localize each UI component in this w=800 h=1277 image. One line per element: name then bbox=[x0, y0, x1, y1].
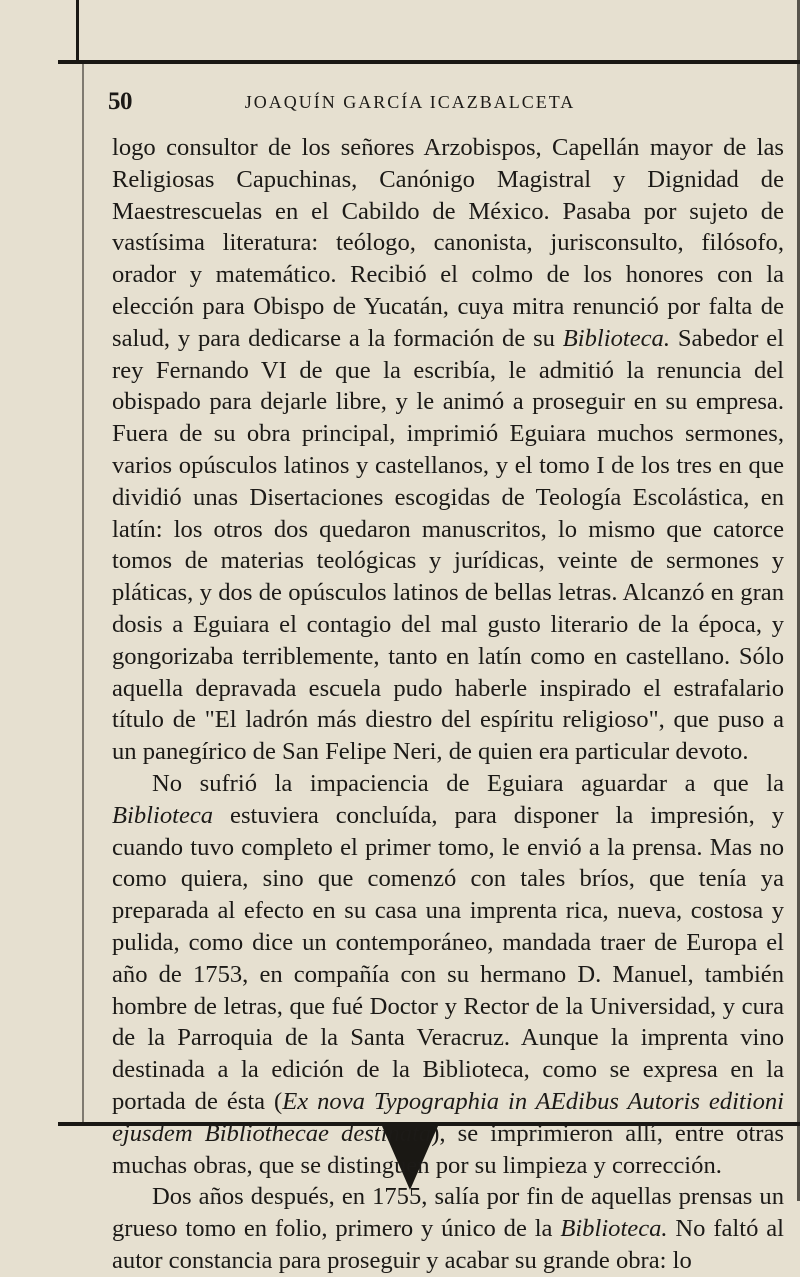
paragraph-1 bbox=[112, 132, 784, 768]
paragraph-2 bbox=[112, 768, 784, 1181]
italic-title: Biblioteca. bbox=[562, 324, 670, 352]
body-text bbox=[112, 132, 784, 1277]
page-number: 50 bbox=[108, 88, 132, 115]
italic-latin-imprint: Ex nova Typographia in AEdibus Autoris editioni ejusdem Bibliothecae destinata bbox=[112, 1087, 784, 1147]
paragraph-3 bbox=[112, 1181, 784, 1276]
paragraph-text: No faltó al autor constancia para proseguir y acabar su grande obra: lo bbox=[112, 1215, 784, 1274]
page-frame-left-rule bbox=[82, 64, 84, 1124]
running-head: JOAQUÍN GARCÍA ICAZBALCETA bbox=[244, 92, 576, 112]
page-header bbox=[108, 88, 790, 122]
paragraph-text: Sabedor el rey Fernando VI de que la escribía, le admitió la renuncia del obispado para dejarle libre, y le animó a proseguir en su empresa. Fuera de su obra principal, imprimió Eguiara muchos sermones, varios opúsculos latinos y castellanos, y el tomo I de los tres en que dividió unas Disertaciones escogidas de Teología Escolástica, en latín: los otros dos quedaron manuscritos, lo mismo que catorce tomos de materias teológicas y jurídicas, veinte de sermones y pláticas, y dos de opúsculos latinos de bellas letras. Alcanzó en gran dosis a Eguiara el contagio del mal gusto literario de la época, y gongorizaba terriblemente, tanto en latín como en castellano. Sólo aquella depravada escuela pudo haberle inspirado el estrafalario título de "El ladrón más diestro del espíritu religioso", que puso a un panegírico de San Felipe Neri, de quien era particular devoto. bbox=[112, 324, 784, 766]
italic-title: Biblioteca. bbox=[560, 1215, 668, 1243]
italic-title: Biblioteca bbox=[112, 801, 214, 829]
page-frame-left-upper-rule bbox=[76, 0, 79, 62]
paragraph-text: logo consultor de los señores Arzobispos, Capellán mayor de las Religiosas Capuchinas, Canónigo Magistral y Dignidad de Maestrescuelas en el Cabildo de México. Pasaba por sujeto de vastísima literatura: teólogo, canonista, jurisconsulto, filósofo, orador y matemático. Recibió el colmo de los honores con la elección para Obispo de Yucatán, cuya mitra renunció por falta de salud, y para dedicarse a la formación de su bbox=[112, 134, 784, 352]
paragraph-text: estuviera concluída, para disponer la impresión, y cuando tuvo completo el primer tomo, le envió a la prensa. Mas no como quiera, sino que comenzó con tales bríos, que tenía ya preparada al efecto en su casa una imprenta rica, nueva, costosa y pulida, como dice un contemporáneo, mandada traer de Europa el año de 1753, en compañía con su hermano D. Manuel, también hombre de letras, que fué Doctor y Rector de la Universidad, y cura de la Parroquia de la Santa Veracruz. Aunque la imprenta vino destinada a la edición de la Biblioteca, como se expresa en la portada de ésta ( bbox=[112, 801, 784, 1115]
paragraph-text: ), se imprimieron allí, entre otras muchas obras, que se distinguen por su limpieza y corrección. bbox=[112, 1119, 784, 1179]
page-frame-top-rule bbox=[58, 60, 800, 64]
paragraph-text: Dos años después, en 1755, salía por fin de aquellas prensas un grueso tomo en folio, primero y único de la bbox=[112, 1183, 784, 1243]
paragraph-text: No sufrió la impaciencia de Eguiara aguardar a que la bbox=[152, 769, 784, 797]
